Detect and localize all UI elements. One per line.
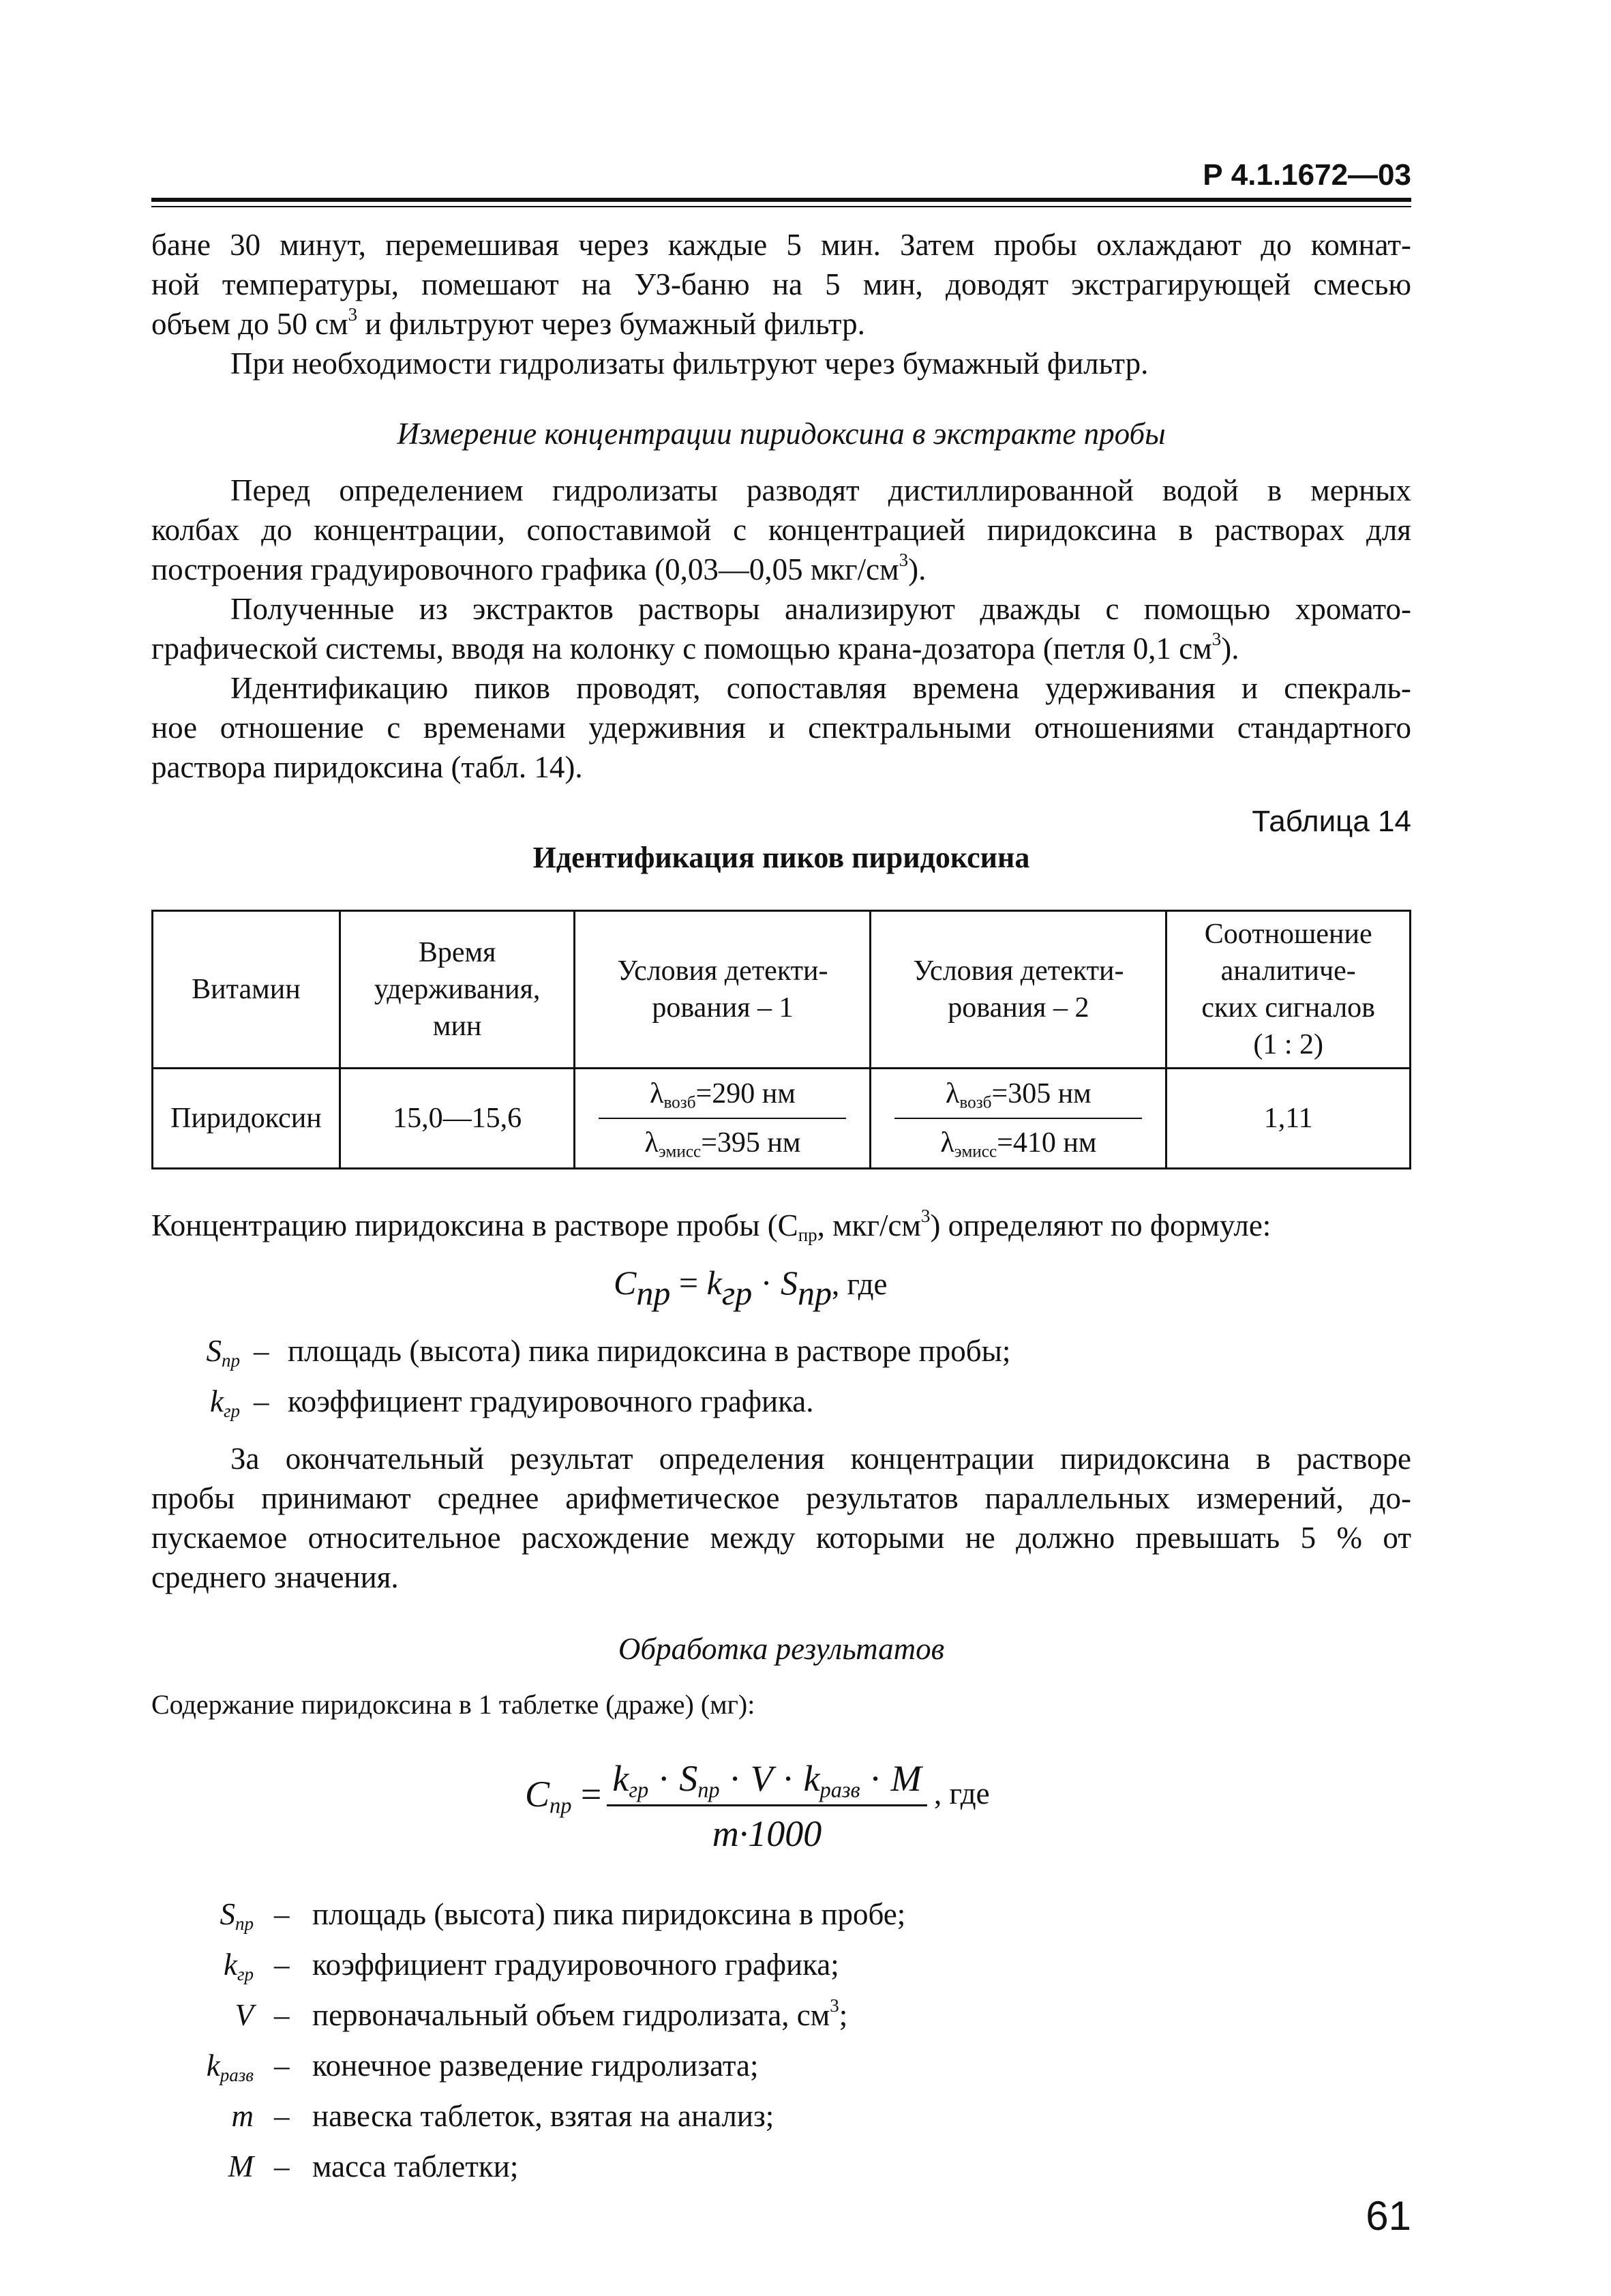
header-rule-thin <box>151 206 1411 207</box>
definition-row: V – первоначальный объем гидролизата, $см^3$; <box>235 1995 848 2032</box>
text-line: Полученные из экстрактов растворы анализируют дважды с помощью хромато- <box>230 592 1411 626</box>
header-detection-1: Условия детекти- рования – 1 <box>575 911 871 1069</box>
definition-row: $S_{пр}$ – площадь (высота) пика пиридоксина в пробе; <box>220 1897 906 1935</box>
cell-signal-ratio: 1,11 <box>1166 1069 1411 1169</box>
cell-detection-2: $\lambda_{возб}=305$ нм $\lambda_{эмисс}=410$ нм <box>871 1069 1166 1169</box>
result-formula-fraction <box>607 1755 927 1857</box>
concentration-definitions <box>151 1326 1411 1427</box>
text-line: ной температуры, помешают на УЗ-баню на 5 мин, доводят экстрагирующей смесью <box>151 267 1411 301</box>
table-title: Идентификация пиков пиридоксина <box>532 841 1030 874</box>
cell-detection-1: $\lambda_{возб}=290$ нм $\lambda_{эмисс}=395$ нм <box>575 1069 871 1169</box>
formula-denominator: m·1000 <box>712 1813 822 1854</box>
concentration-intro: Концентрацию пиридоксина в растворе пробы ($С_{пр}$, мкг/$см^3$) определяют по формуле: <box>151 1205 1271 1246</box>
text-line: бане 30 минут, перемешивая через каждые 5 мин. Затем пробы охлаждают до комнат- <box>151 228 1411 262</box>
intro-paragraph <box>151 225 1411 344</box>
page-number: 61 <box>1366 2193 1411 2239</box>
cell-vitamin: Пиридоксин <box>153 1069 340 1169</box>
definition-row: $S_{пр}$ – площадь (высота) пика пиридоксина в растворе пробы; <box>206 1334 1011 1371</box>
definition-row: $k_{разв}$ – конечное разведение гидролизата; <box>206 2048 759 2086</box>
concentration-formula: $C_{пр} = k_{гр} \cdot S_{пр}$, где <box>614 1264 888 1312</box>
definition-row: $k_{гр}$ – коэффициент градуировочного графика; <box>223 1948 839 1985</box>
formula-where: , где <box>934 1776 990 1810</box>
text-line: Перед определением гидролизаты разводят дистиллированной водой в мерных <box>230 473 1411 507</box>
formula-numerator: $k_{гр} \cdot S_{пр} \cdot V \cdot k_{разв} \cdot M$ <box>612 1758 922 1803</box>
result-formula-lhs: $C_{пр}$ = <box>525 1774 602 1819</box>
text-line: графической системы, вводя на колонку с помощью крана-дозатора (петля 0,1 $см^3$). <box>151 628 1239 666</box>
section-heading-measurement: Измерение концентрации пиридоксина в экстракте пробы <box>397 417 1166 451</box>
header-detection-2: Условия детекти- рования – 2 <box>871 911 1166 1069</box>
final-result-paragraph <box>151 1439 1411 1597</box>
text-line: За окончательный результат определения концентрации пиридоксина в растворе <box>230 1442 1411 1476</box>
result-definitions <box>151 1889 1411 2192</box>
text-line: среднего значения. <box>151 1560 399 1594</box>
text-line: ное отношение с временами удерживния и спектральными отношениями стандартного <box>151 711 1411 745</box>
header-rule <box>151 198 1411 202</box>
text-line: колбах до концентрации, сопоставимой с концентрацией пиридоксина в растворах для <box>151 513 1411 547</box>
identification-paragraph <box>151 668 1411 787</box>
text-line: раствора пиридоксина (табл. 14). <box>151 750 583 784</box>
text-line: пробы принимают среднее арифметическое результатов параллельных измерений, до- <box>151 1481 1411 1515</box>
dilution-paragraph <box>151 471 1411 589</box>
section-heading-processing: Обработка результатов <box>618 1632 945 1666</box>
text-line: пускаемое относительное расхождение между которыми не должно превышать 5 % от <box>151 1521 1411 1555</box>
definition-row: M – масса таблетки; <box>228 2149 519 2183</box>
fraction-bar <box>607 1804 927 1806</box>
definition-row: m – навеска таблеток, взятая на анализ; <box>231 2099 774 2133</box>
header-retention: Время удерживания, мин <box>340 911 575 1069</box>
document-code: Р 4.1.1672—03 <box>1203 158 1411 192</box>
table-header-row <box>153 911 1411 1069</box>
text-line: построения градуировочного графика (0,03—0,05 мкг/$см^3$). <box>151 549 927 586</box>
header-vitamin: Витамин <box>153 911 340 1069</box>
text-line: При необходимости гидролизаты фильтруют через бумажный фильтр. <box>230 346 1149 381</box>
cell-retention: 15,0—15,6 <box>340 1069 575 1169</box>
text-line: объем до 50 $см^3$ и фильтруют через бумажный фильтр. <box>151 303 865 341</box>
analysis-paragraph <box>151 589 1411 668</box>
peak-identification-table <box>151 910 1411 1169</box>
table-label: Таблица 14 <box>1252 805 1411 838</box>
header-signal-ratio: Соотношение аналитиче- ских сигналов (1 : 2) <box>1166 911 1411 1069</box>
text-line: Идентификацию пиков проводят, сопоставляя времена удерживания и спекраль- <box>230 671 1411 705</box>
definition-row: $k_{гр}$ – коэффициент градуировочного графика. <box>209 1384 814 1422</box>
table-row <box>153 1069 1411 1169</box>
content-intro: Содержание пиридоксина в 1 таблетке (драже) (мг): <box>151 1689 755 1720</box>
filter-paragraph <box>151 344 1411 383</box>
